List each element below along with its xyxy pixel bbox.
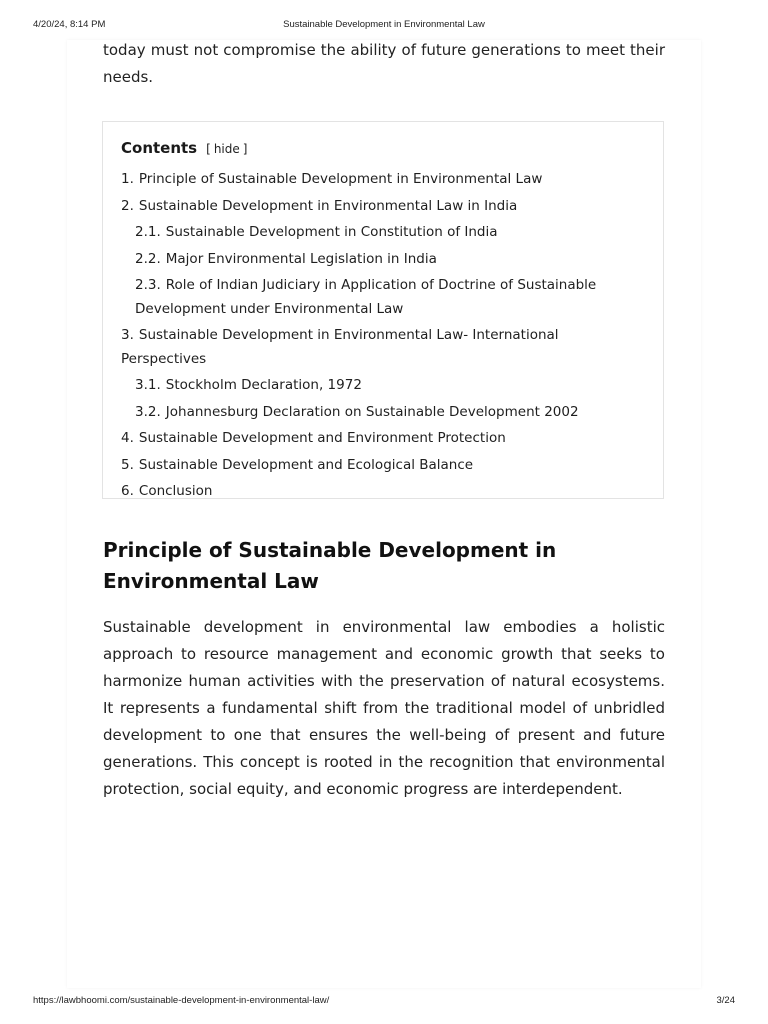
toc-number: 3.1. [135,377,161,393]
toc-link-3-2[interactable] [121,401,641,425]
toc-toggle-bracket-open: [ [206,142,211,156]
toc-label: Conclusion [138,483,213,499]
toc-label: Sustainable Development and Ecological Balance [138,456,474,473]
toc-link-5[interactable] [121,454,641,478]
toc-link-4[interactable] [121,427,641,451]
toc-label: Sustainable Development in Constitution of India [165,224,498,240]
toc-list [121,168,641,507]
toc-link-2[interactable] [121,195,641,219]
print-datetime: 4/20/24, 8:14 PM [33,19,106,30]
toc-label: Role of Indian Judiciary in Application of Doctrine of Sustainable Development under Environmental Law [135,277,597,317]
toc-link-3[interactable] [121,324,641,371]
toc-label: Sustainable Development in Environmental Law in India [138,197,518,214]
toc-number: 4. [121,430,134,446]
print-footer [0,990,768,1024]
toc-link-3-1[interactable] [121,374,641,398]
toc-label: Sustainable Development and Environment Protection [138,430,506,446]
toc-number: 5. [121,456,134,473]
toc-label: Stockholm Declaration, 1972 [165,377,362,393]
toc-number: 2.1. [135,224,161,240]
toc-link-6[interactable] [121,480,641,504]
toc-label: Johannesburg Declaration on Sustainable Development 2002 [165,403,579,420]
table-of-contents [102,121,664,499]
print-url: https://lawbhoomi.com/sustainable-development-in-environmental-law/ [33,995,330,1006]
section-paragraph: Sustainable development in environmental law embodies a holistic approach to resource management and economic growth that seeks to harmonize human activities with the preservation of natural ecosystems. It represents a fundamental shift from the traditional model of unbridled development to one that ensures the well-being of present and future generations. This concept is rooted in the recognition that environmental protection, social equity, and economic progress are interdependent. [103,618,665,798]
toc-number: 2.2. [135,250,161,267]
print-page-title: Sustainable Development in Environmental Law [283,19,485,30]
toc-number: 2.3. [135,277,161,293]
toc-toggle-bracket-close: ] [242,142,248,156]
toc-hide-link[interactable]: hide [213,142,240,156]
section-heading: Principle of Sustainable Development in Environmental Law [103,538,557,593]
toc-number: 3.2. [135,403,161,420]
print-header [0,0,768,40]
toc-label: Principle of Sustainable Development in Environmental Law [138,171,543,187]
toc-header [121,139,247,157]
intro-paragraph-tail: today must not compromise the ability of future generations to meet their needs. [103,41,665,86]
toc-link-1[interactable] [121,168,641,192]
toc-link-2-1[interactable] [121,221,641,245]
toc-link-2-3[interactable] [121,274,641,321]
toc-title: Contents [121,139,198,157]
page-number: 3/24 [716,995,735,1006]
toc-number: 3. [121,327,134,343]
toc-label: Major Environmental Legislation in India [165,250,437,267]
toc-toggle [206,142,247,156]
toc-label: Sustainable Development in Environmental Law- International Perspectives [121,327,559,367]
toc-link-2-2[interactable] [121,248,641,272]
toc-number: 1. [121,171,134,187]
toc-number: 2. [121,197,134,214]
toc-number: 6. [121,483,134,499]
